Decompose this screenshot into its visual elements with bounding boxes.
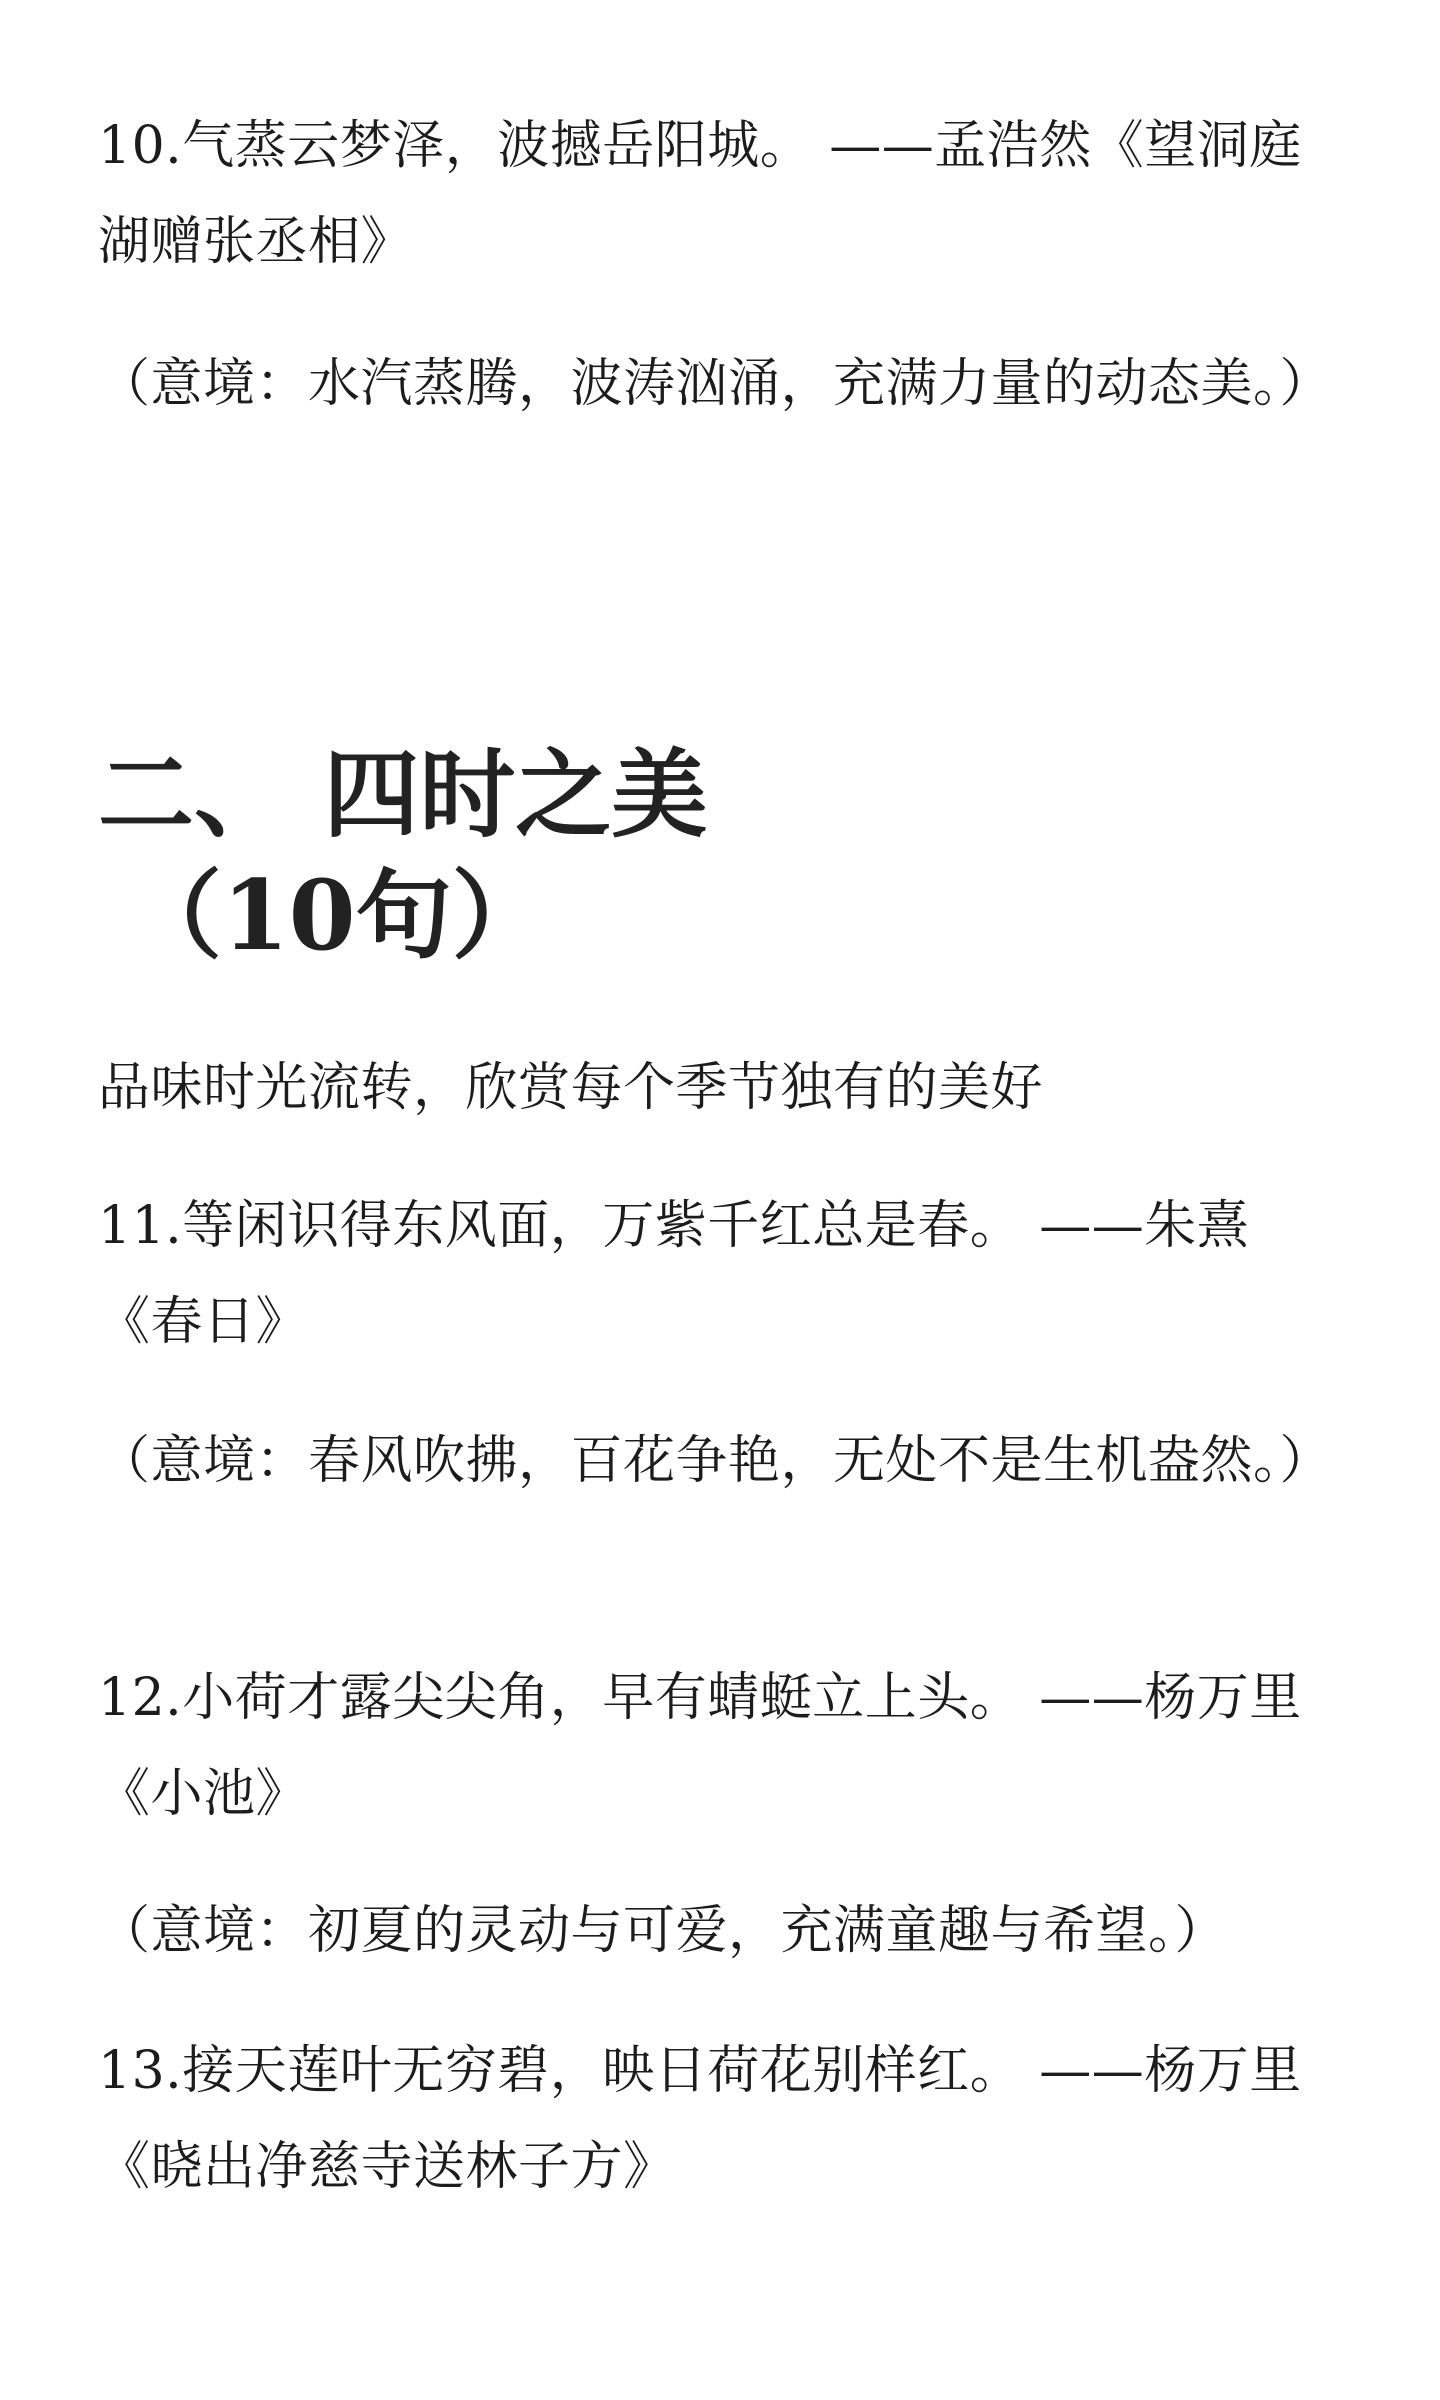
poem-quote-13: 13.接天莲叶无穷碧，映日荷花别样红。 ——杨万里《晓出净慈寺送林子方》 — [98, 2041, 1302, 2197]
poem-quote-11: 11.等闲识得东风面，万紫千红总是春。 ——朱熹《春日》 — [98, 1196, 1250, 1352]
poem-meaning-10: （意境：水汽蒸腾，波涛汹涌，充满力量的动态美。） — [98, 354, 1333, 414]
section-title-count: （10句） — [126, 859, 548, 972]
section-subtitle: 品味时光流转，欣赏每个季节独有的美好 — [98, 1058, 1044, 1118]
poem-meaning-11: （意境：春风吹拂，百花争艳，无处不是生机盎然。） — [98, 1431, 1333, 1491]
article-body — [98, 0, 1348, 2400]
section-title: 二、 四时之美 — [98, 738, 708, 851]
poem-meaning-12: （意境：初夏的灵动与可爱，充满童趣与希望。） — [98, 1901, 1228, 1961]
poem-quote-10: 10.气蒸云梦泽，波撼岳阳城。 ——孟浩然《望洞庭湖赠张丞相》 — [98, 116, 1302, 272]
poem-quote-12: 12.小荷才露尖尖角，早有蜻蜓立上头。 ——杨万里《小池》 — [98, 1668, 1302, 1824]
